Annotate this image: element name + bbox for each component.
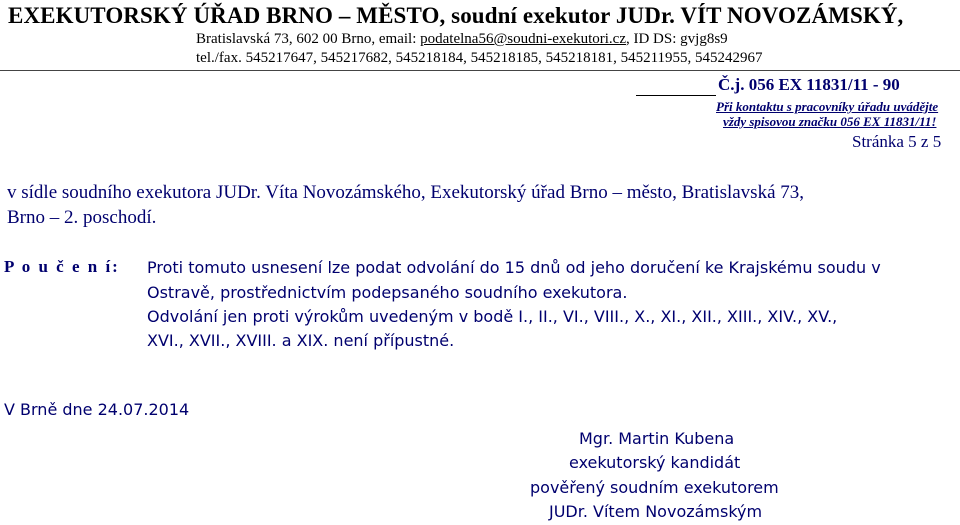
- instruction-line2: Ostravě, prostřednictvím podepsaného soudního exekutora.: [147, 283, 628, 302]
- instruction-line4: XVI., XVII., XVIII. a XIX. není přípustné.: [147, 331, 455, 350]
- page-indicator: Stránka 5 z 5: [852, 132, 942, 151]
- contact-note-line2: vždy spisovou značku 056 EX 11831/11!: [723, 114, 937, 129]
- header-divider: [0, 70, 960, 71]
- signer-authority: pověřený soudním exekutorem: [530, 478, 779, 497]
- location-text-line2: Brno – 2. poschodí.: [7, 207, 157, 228]
- contact-note-line1: Při kontaktu s pracovníky úřadu uvádějte: [716, 99, 939, 114]
- email-link[interactable]: podatelna56@soudni-exekutori.cz: [420, 31, 626, 47]
- signer-principal: JUDr. Vítem Novozámským: [549, 502, 763, 521]
- address-prefix: Bratislavská 73, 602 00 Brno, email:: [196, 31, 421, 47]
- office-title: EXEKUTORSKÝ ÚŘAD BRNO – MĚSTO, soudní exekutor JUDr. VÍT NOVOZÁMSKÝ,: [8, 3, 904, 28]
- office-address: [196, 31, 728, 48]
- instruction-line1: Proti tomuto usnesení lze podat odvolání do 15 dnů od jeho doručení ke Krajskému soudu v: [147, 258, 881, 277]
- case-reference-number: Č.j. 056 EX 11831/11 - 90: [718, 75, 900, 94]
- reference-leader-line: [636, 95, 716, 96]
- office-phones: tel./fax. 545217647, 545217682, 545218184, 545218185, 545218181, 545211955, 545242967: [196, 50, 763, 66]
- instruction-label: P o u č e n í:: [4, 257, 120, 276]
- signer-role: exekutorský kandidát: [569, 453, 741, 472]
- address-suffix: , ID DS: gvjg8s9: [625, 31, 728, 47]
- signer-name: Mgr. Martin Kubena: [579, 429, 735, 448]
- instruction-line3: Odvolání jen proti výrokům uvedeným v bodě I., II., VI., VIII., X., XI., XII., XIII., XIV., XV.,: [147, 307, 838, 326]
- date-line: V Brně dne 24.07.2014: [4, 400, 190, 419]
- location-text-line1: v sídle soudního exekutora JUDr. Víta Novozámského, Exekutorský úřad Brno – město, Bratislavská 73,: [7, 182, 804, 203]
